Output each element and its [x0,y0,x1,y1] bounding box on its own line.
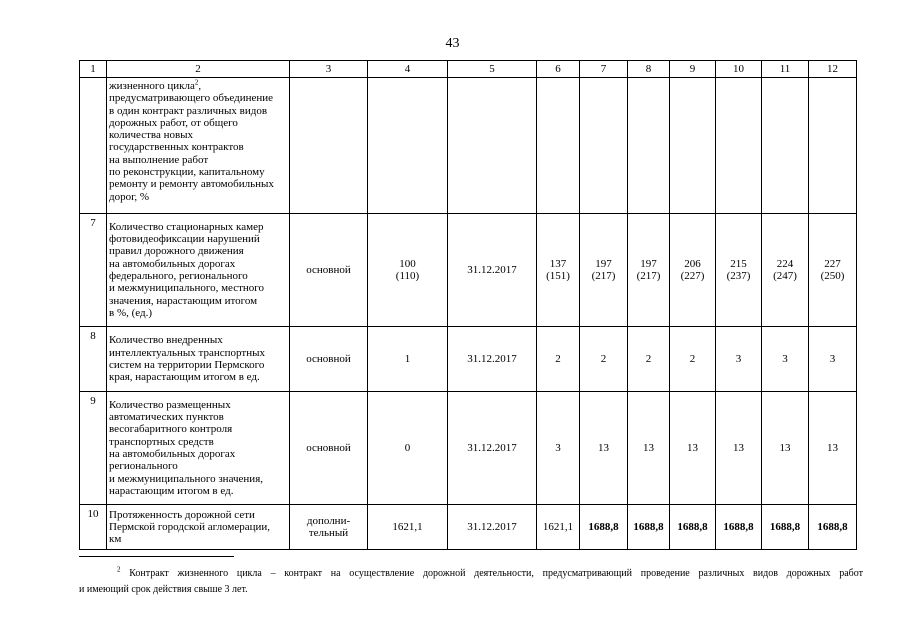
year-value: 224 (247) [762,214,809,327]
year-value: 3 [762,327,809,392]
footnote-ref: 2 [194,78,199,87]
year-value: 13 [762,392,809,505]
year-value: 13 [628,392,670,505]
indicator-type: основной [290,327,368,392]
table-row [80,505,857,550]
year-value: 13 [809,392,857,505]
year-value: 13 [670,392,716,505]
row-number: 8 [80,327,107,392]
year-value: 206 (227) [670,214,716,327]
year-value: 1688,8 [670,505,716,550]
base-value: 100 (110) [368,214,448,327]
table-row [80,327,857,392]
column-header: 1 [80,61,107,78]
column-header: 8 [628,61,670,78]
base-value: 1621,1 [368,505,448,550]
year-value: 3 [716,327,762,392]
year-value: 1621,1 [537,505,580,550]
base-value: 0 [368,392,448,505]
row-number: 9 [80,392,107,505]
column-header: 3 [290,61,368,78]
year-value: 1688,8 [716,505,762,550]
footnote-divider [79,556,234,557]
column-header: 2 [107,61,290,78]
column-header: 11 [762,61,809,78]
year-value: 2 [628,327,670,392]
table-row [80,392,857,505]
indicator-description: Количество размещенных автоматических пунктов весогабаритного контроля транспортных средств на автомобильных дорогах регионального и межмуниципального значения, нарастающим итогом в ед. [107,392,290,505]
footnote-mark: 2 [117,565,121,574]
column-header: 12 [809,61,857,78]
footnote-text-line2: и имеющий срок действия свыше 3 лет. [79,584,248,595]
column-header: 6 [537,61,580,78]
base-value: 1 [368,327,448,392]
indicator-description: Протяженность дорожной сети Пермской городской агломерации, км [107,505,290,550]
year-value: 2 [580,327,628,392]
year-value: 1688,8 [762,505,809,550]
indicators-table [79,60,857,550]
indicator-description: Количество стационарных камер фотовидеофиксации нарушений правил дорожного движения на автомобильных дорогах федерального, регионального и межмуниципального, местного значения, нарастающим итогом в %, (ед.) [107,214,290,327]
page-number: 43 [445,36,460,51]
year-value: 197 (217) [628,214,670,327]
year-value: 1688,8 [628,505,670,550]
row-number: 7 [80,214,107,327]
year-value: 197 (217) [580,214,628,327]
column-header: 10 [716,61,762,78]
indicator-type: основной [290,214,368,327]
column-number-row [80,61,857,78]
base-date: 31.12.2017 [448,327,537,392]
base-date: 31.12.2017 [448,392,537,505]
column-header: 5 [448,61,537,78]
year-value: 2 [670,327,716,392]
year-value: 3 [537,392,580,505]
table-row-continuation [80,78,857,214]
row-number: 10 [80,505,107,550]
base-date: 31.12.2017 [448,214,537,327]
year-value: 215 (237) [716,214,762,327]
indicator-description: Количество внедренных интеллектуальных транспортных систем на территории Пермского края, нарастающим итогом в ед. [107,327,290,392]
column-header: 4 [368,61,448,78]
indicator-description: жизненного цикла$^2$, предусматривающего объединение в один контракт различных видов дорожных работ, от общего количества новых государственных контрактов на выполнение работ по реконструкции, капитальному ремонту и ремонту автомобильных дорог, % [107,78,290,214]
table-row [80,214,857,327]
year-value: 137 (151) [537,214,580,327]
year-value: 2 [537,327,580,392]
footnote [79,566,863,598]
column-header: 9 [670,61,716,78]
indicator-type: дополни- тельный [290,505,368,550]
year-value: 227 (250) [809,214,857,327]
footnote-text-line1: Контракт жизненного цикла – контракт на осуществление дорожной деятельности, предусматривающий проведение различных видов дорожных работ [129,568,864,579]
year-value: 1688,8 [580,505,628,550]
base-date: 31.12.2017 [448,505,537,550]
year-value: 1688,8 [809,505,857,550]
indicator-type: основной [290,392,368,505]
year-value: 3 [809,327,857,392]
column-header: 7 [580,61,628,78]
year-value: 13 [716,392,762,505]
year-value: 13 [580,392,628,505]
